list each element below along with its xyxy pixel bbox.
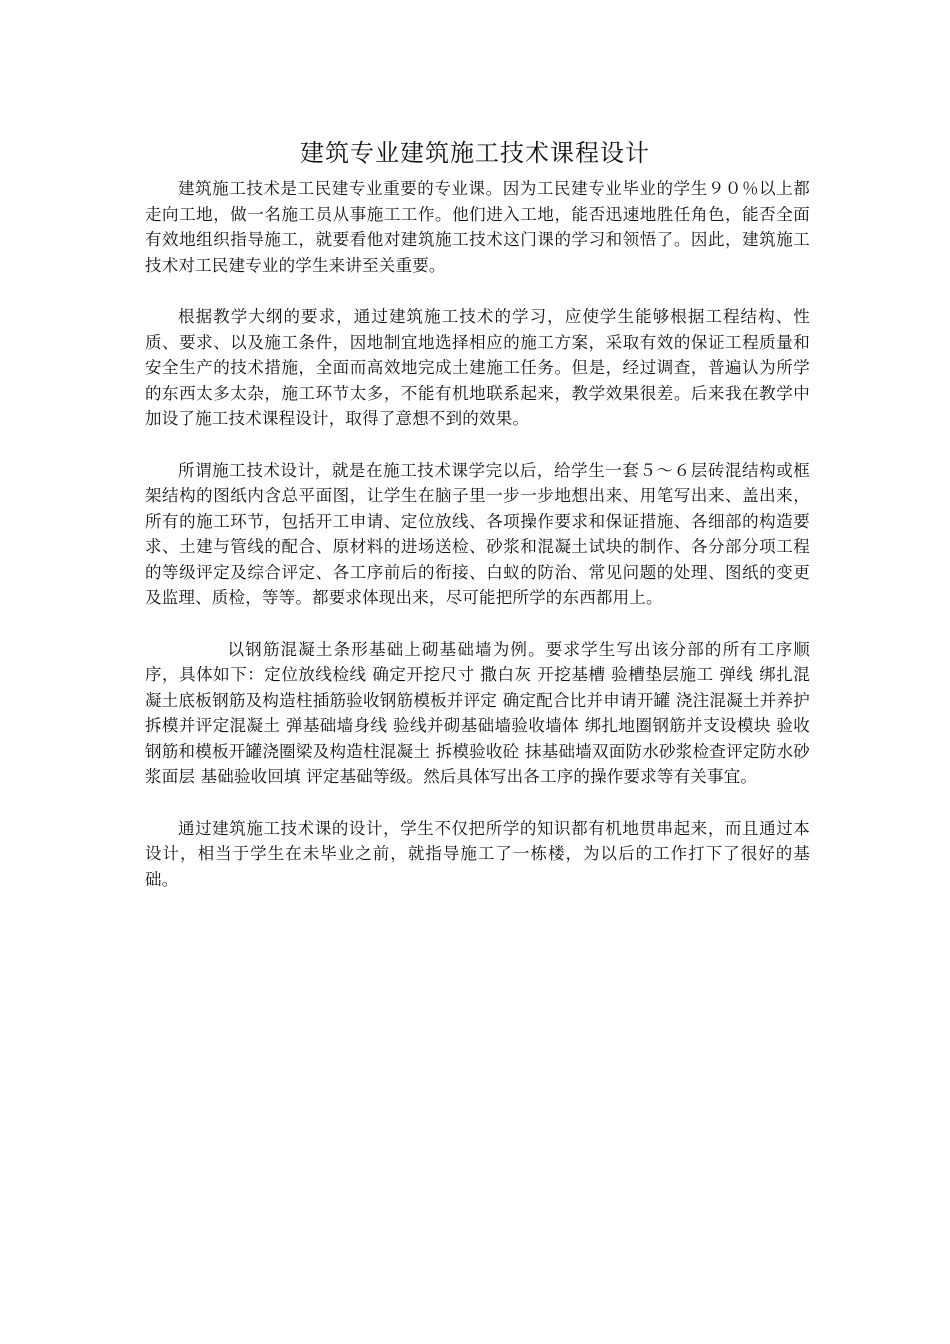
paragraph-5: 通过建筑施工技术课的设计，学生不仅把所学的知识都有机地贯串起来，而且通过本设计，相当于学生在未毕业之前，就指导施工了一栋楼，为以后的工作打下了很好的基础。 bbox=[145, 818, 810, 889]
document-title: 建筑专业建筑施工技术课程设计 bbox=[300, 139, 650, 167]
paragraph-1: 建筑施工技术是工民建专业重要的专业课。因为工民建专业毕业的学生９０％以上都走向工地，做一名施工员从事施工工作。他们进入工地，能否迅速地胜任角色，能否全面有效地组织指导施工，就要看他对建筑施工技术这门课的学习和领悟了。因此，建筑施工技术对工民建专业的学生来讲至关重要。 bbox=[145, 179, 810, 275]
document-body bbox=[145, 176, 810, 918]
paragraph-2: 根据教学大纲的要求，通过建筑施工技术的学习，应使学生能够根据工程结构、性质、要求、以及施工条件，因地制宜地选择相应的施工方案，采取有效的保证工程质量和安全生产的技术措施，全面而高效地完成土建施工任务。但是，经过调查，普遍认为所学的东西太多太杂，施工环节太多，不能有机地联系起来，教学效果很差。后来我在教学中加设了施工技术课程设计，取得了意想不到的效果。 bbox=[145, 307, 810, 428]
paragraph-4: 以钢筋混凝土条形基础上砌基础墙为例。要求学生写出该分部的所有工序顺序，具体如下：定位放线检线 确定开挖尺寸 撒白灰 开挖基槽 验槽垫层施工 弹线 绑扎混凝土底板钢筋及构造柱插筋验收钢筋模板并评定 确定配合比并申请开罐 浇注混凝土并养护拆模并评定混凝土 弹基础墙身线 验线并砌基础墙验收墙体 绑扎地圈钢筋并支设模块 验收钢筋和模板开罐浇圈梁及构造柱混凝土 拆模验收砼 抹基础墙双面防水砂浆检查评定防水砂浆面层 基础验收回填 评定基础等级。然后具体写出各工序的操作要求等有关事宜。 bbox=[145, 639, 810, 786]
paragraph-3: 所谓施工技术设计，就是在施工技术课学完以后，给学生一套５～６层砖混结构或框架结构的图纸内含总平面图，让学生在脑子里一步一步地想出来、用笔写出来、盖出来，所有的施工环节，包括开工申请、定位放线、各项操作要求和保证措施、各细部的构造要求、土建与管线的配合、原材料的进场送检、砂浆和混凝土试块的制作、各分部分项工程的等级评定及综合评定、各工序前后的衔接、白蚁的防治、常见问题的处理、图纸的变更及监理、质检，等等。都要求体现出来，尽可能把所学的东西都用上。 bbox=[145, 460, 810, 607]
